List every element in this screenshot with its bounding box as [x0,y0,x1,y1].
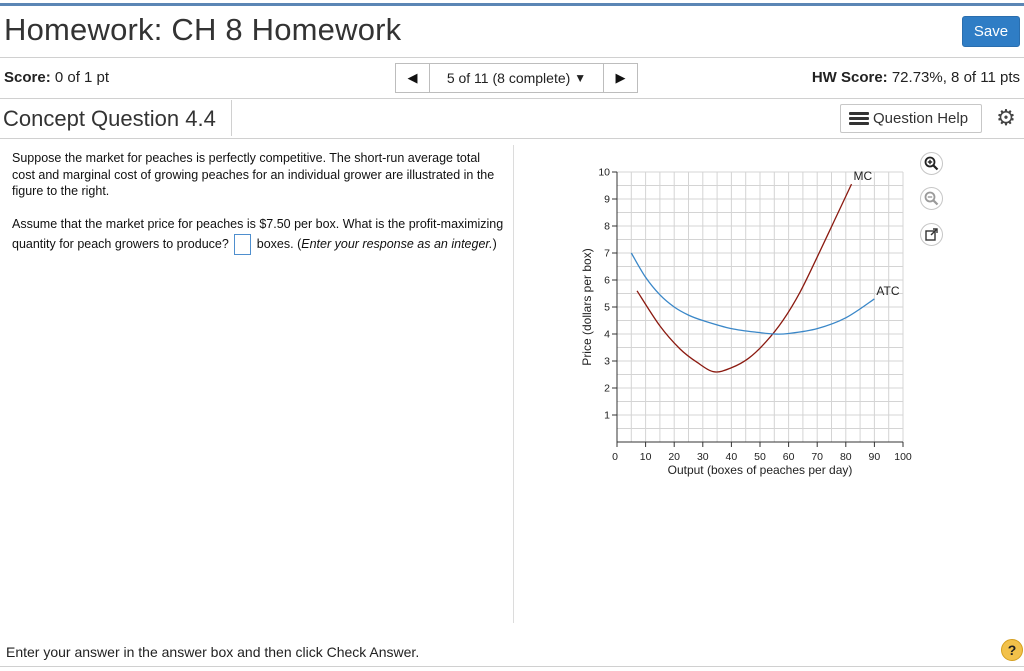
y-tick-label: 2 [604,382,610,395]
answer-box[interactable] [234,234,251,255]
y-tick-label: 3 [604,355,610,368]
answer-units: boxes. [256,236,294,251]
question-help-label: Question Help [873,110,969,127]
popout-button[interactable] [920,223,943,246]
y-tick-label: 1 [604,409,610,422]
y-tick-label: 8 [604,220,610,233]
hw-score-value: 72.73%, 8 of 11 pts [891,69,1020,86]
y-tick-label: 6 [604,274,610,287]
divider [231,100,232,136]
top-accent-rule [0,3,1024,6]
x-tick-label: 100 [894,451,912,463]
y-tick-label: 10 [598,166,610,179]
y-tick-label: 9 [604,193,610,206]
series-atc-label: ATC [876,283,900,298]
zoom-out-button[interactable] [920,187,943,210]
zoom-out-icon [924,191,939,206]
score-value: 0 of 1 pt [54,69,110,86]
series-mc-label: MC [853,169,873,184]
previous-question-button[interactable] [396,64,430,92]
x-tick-label: 10 [639,451,652,463]
x-tick-label: 0 [612,451,618,463]
y-tick-label: 5 [604,301,610,314]
hw-score-label: HW Score: [811,69,888,86]
divider [0,666,1024,667]
y-tick-label: 7 [604,247,610,260]
caret-down-icon: ▼ [574,71,587,85]
y-axis-label: Price (dollars per box) [580,248,594,366]
cost-curves-chart [560,150,940,490]
x-tick-label: 80 [839,451,852,463]
divider [0,138,1024,139]
hint-open: ( [297,236,302,251]
question-paragraph-2 [12,214,504,255]
score-label: Score: [4,69,51,86]
x-tick-label: 30 [696,451,709,463]
x-tick-label: 20 [668,451,681,463]
gear-icon[interactable]: ⚙ [996,105,1016,130]
score [4,69,109,86]
question-navigator [395,63,638,93]
column-divider [513,145,514,623]
hint-close: ) [492,236,497,251]
homework-title: Homework: CH 8 Homework [4,12,402,47]
next-question-button[interactable] [603,64,637,92]
zoom-in-icon [924,156,939,171]
question-dropdown[interactable] [430,70,603,86]
divider [0,98,1024,99]
help-button[interactable]: ? [1001,639,1023,661]
x-axis-label: Output (boxes of peaches per day) [667,463,853,477]
x-tick-label: 40 [725,451,738,463]
hw-score [812,69,1020,86]
popout-icon [925,228,938,241]
zoom-in-button[interactable] [920,152,943,175]
chart-labels [580,166,900,477]
question-position: 5 of 11 (8 complete) [446,70,571,86]
x-tick-label: 60 [782,451,795,463]
y-tick-label: 4 [604,328,610,341]
right-triangle-icon: ▶ [615,70,626,85]
save-button[interactable]: Save [962,16,1020,47]
question-help-button[interactable] [840,104,982,133]
question-title: Concept Question 4.4 [3,106,216,131]
chart-grid [617,172,903,442]
list-icon [849,112,869,125]
left-triangle-icon: ◀ [407,70,418,85]
question-paragraph-1: Suppose the market for peaches is perfectly competitive. The short-run average total cost and marginal cost of growing peaches for an individual grower are illustrated in the figure to the right. [12,151,495,198]
question-prompt: Assume that the market price for peaches is $7.50 per box. What is the profit-maximizing quantity for peach growers to produce? [12,216,504,251]
x-tick-label: 90 [868,451,881,463]
answer-hint: Enter your response as an integer. [301,236,493,251]
divider [0,57,1024,58]
answer-input[interactable] [235,235,250,254]
x-tick-label: 70 [811,451,824,463]
footer-instruction: Enter your answer in the answer box and then click Check Answer. [6,644,420,660]
x-tick-label: 50 [754,451,766,463]
question-text [12,150,504,269]
